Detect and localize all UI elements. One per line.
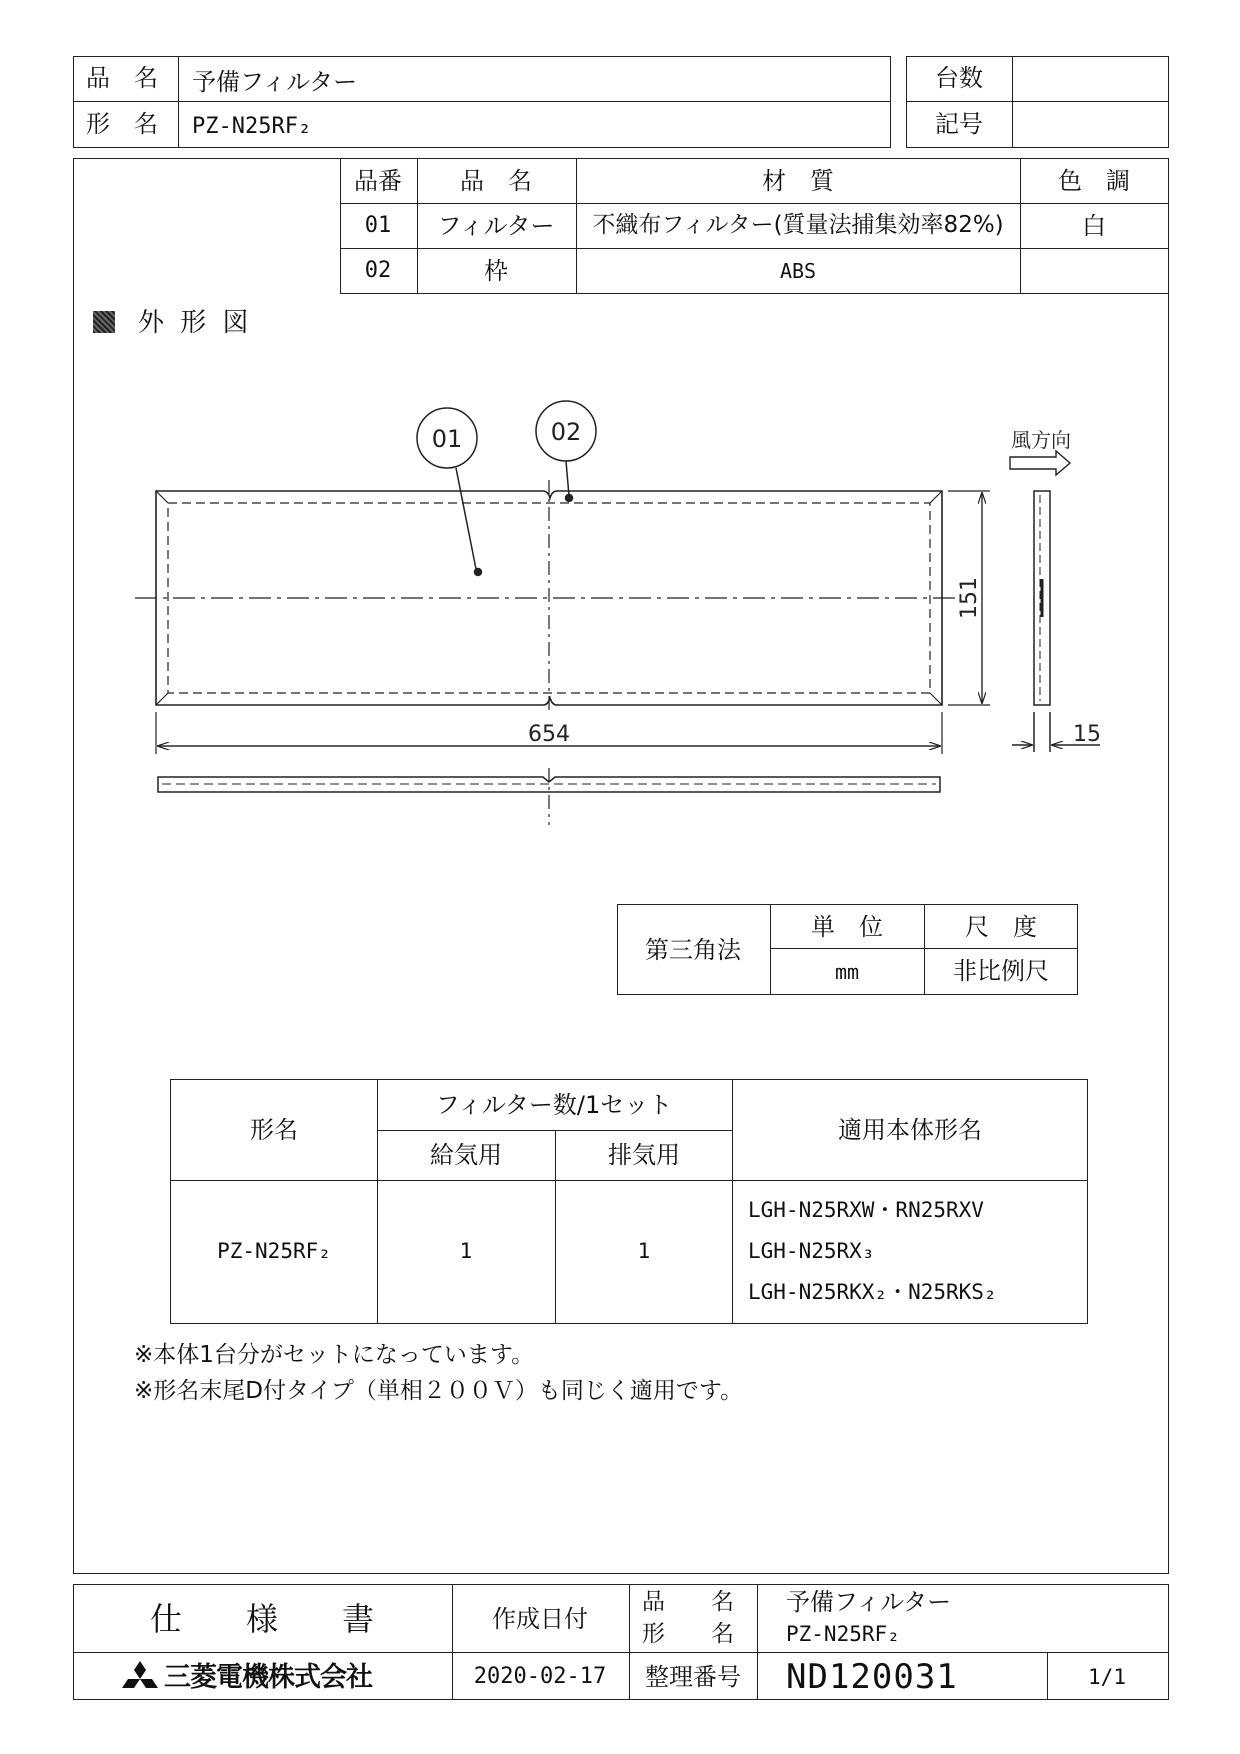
- katamei-label: 形 名: [86, 110, 158, 138]
- airflow-label: 風方向: [1011, 428, 1071, 452]
- note-2: ※形名末尾D付タイプ（単相２００Ｖ）も同じく適用です。: [134, 1378, 743, 1404]
- parts-row2-material: ABS: [779, 259, 817, 283]
- projection-method: 第三角法: [645, 936, 741, 964]
- daisu-label: 台数: [935, 64, 983, 92]
- spec-header-filters: フィルター数/1セット: [435, 1091, 673, 1119]
- doc-number: ND120031: [786, 1657, 958, 1697]
- doc-type: 仕 様 書: [149, 1600, 375, 1638]
- footer-hinmei-label: 品 名: [642, 1589, 734, 1615]
- dim-height-label: 151: [957, 577, 982, 619]
- scale-label: 尺 度: [965, 913, 1037, 941]
- spec-header-exhaust: 排気用: [608, 1141, 680, 1169]
- katamei-value: PZ-N25RF₂: [192, 114, 312, 139]
- parts-row1-material: 不織布フィルター(質量法捕集効率82%): [592, 212, 1004, 238]
- section-title: 外 形 図: [138, 308, 253, 338]
- front-view: [135, 480, 960, 710]
- spec-supply-value: 1: [459, 1239, 473, 1263]
- date-value: 2020-02-17: [473, 1664, 607, 1689]
- spec-model-value: PZ-N25RF₂: [217, 1239, 331, 1263]
- parts-header-color: 色 調: [1058, 167, 1130, 195]
- company-name: 三菱電機株式会社: [164, 1662, 372, 1693]
- spec-applicable-2: LGH-N25RX₃: [748, 1239, 875, 1263]
- side-view: [1012, 491, 1100, 752]
- parts-row2-name: 枠: [484, 257, 508, 285]
- callout-01-label: 01: [431, 425, 463, 453]
- spec-applicable-3: LGH-N25RKX₂・N25RKS₂: [748, 1280, 997, 1304]
- callout-02: [536, 401, 596, 502]
- spec-header-supply: 給気用: [430, 1141, 502, 1169]
- parts-row1-no: 01: [364, 213, 392, 238]
- seiri-label: 整理番号: [645, 1663, 741, 1691]
- parts-header-no: 品番: [354, 167, 402, 195]
- page-number: 1/1: [1088, 1665, 1126, 1689]
- bottom-view: [158, 768, 940, 825]
- parts-row1-name: フィルター: [437, 212, 555, 240]
- kigo-label: 記号: [935, 110, 983, 138]
- note-1: ※本体1台分がセットになっています。: [134, 1342, 535, 1368]
- dim-depth-label: 15: [1073, 722, 1101, 747]
- parts-header-material: 材 質: [762, 167, 834, 195]
- scale-value: 非比例尺: [953, 957, 1049, 985]
- unit-value: mm: [834, 960, 860, 984]
- hinmei-value: 予備フィルター: [192, 68, 358, 96]
- spec-exhaust-value: 1: [637, 1239, 651, 1263]
- spec-header-applicable: 適用本体形名: [838, 1116, 982, 1144]
- parts-row1-color: 白: [1082, 212, 1106, 240]
- hinmei-label: 品 名: [86, 64, 158, 92]
- date-label: 作成日付: [492, 1605, 588, 1633]
- unit-label: 単 位: [811, 913, 883, 941]
- callout-02-label: 02: [550, 418, 582, 446]
- footer-katamei-label: 形 名: [642, 1621, 734, 1647]
- airflow-arrow-icon: [1010, 451, 1070, 475]
- parts-row2-no: 02: [364, 258, 392, 283]
- three-diamonds-logo-icon: [120, 1660, 160, 1696]
- spec-header-model: 形名: [250, 1116, 298, 1144]
- dim-width-label: 654: [528, 722, 570, 747]
- footer-hinmei-value: 予備フィルター: [786, 1588, 952, 1616]
- spec-applicable-1: LGH-N25RXW・RN25RXV: [748, 1198, 984, 1222]
- parts-header-name: 品 名: [460, 167, 532, 195]
- footer-katamei-value: PZ-N25RF₂: [786, 1622, 900, 1646]
